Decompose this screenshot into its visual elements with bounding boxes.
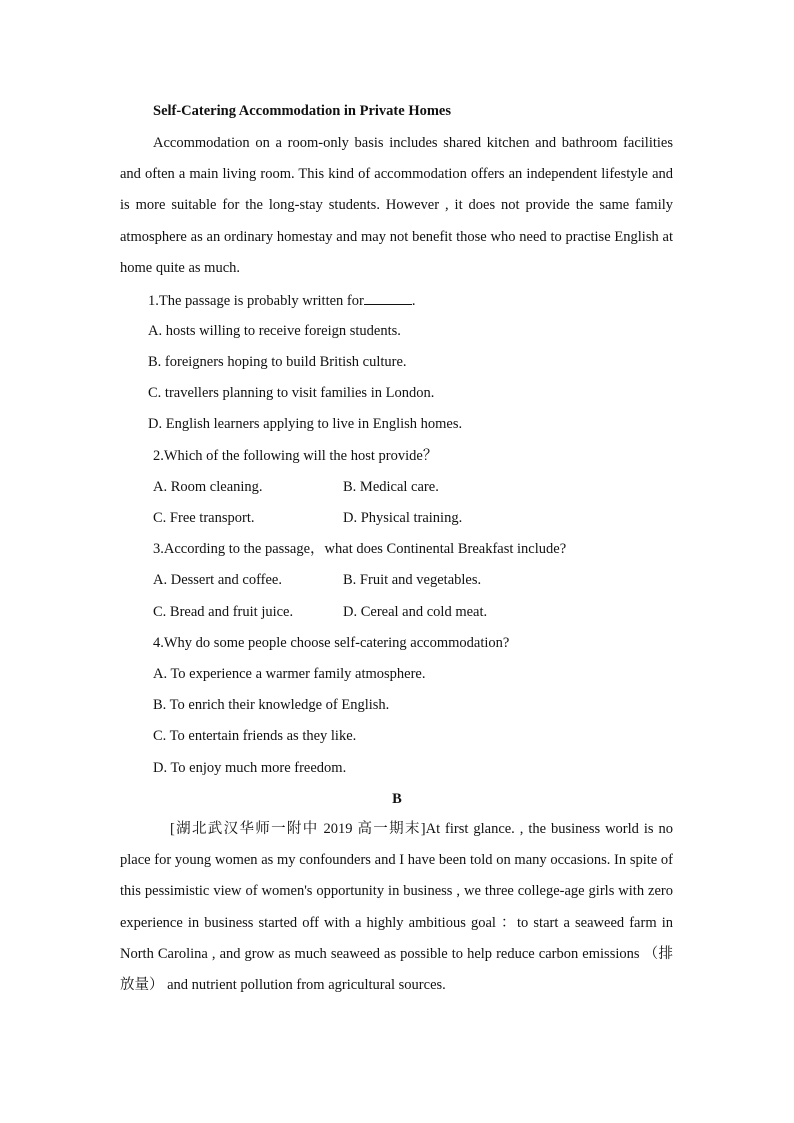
question-1 [148, 291, 415, 310]
question-1-stem-suffix: . [411, 293, 416, 309]
question-3-option-a: A. Dessert and coffee. [153, 572, 282, 588]
question-4-option-d: D. To enjoy much more freedom. [153, 760, 347, 776]
question-1-stem: 1.The passage is probably written for [148, 293, 364, 309]
question-2-option-d: D. Physical training. [343, 510, 463, 526]
question-4-option-a: A. To experience a warmer family atmosphere. [153, 666, 426, 682]
passage-title: Self-Catering Accommodation in Private Homes [153, 103, 452, 119]
question-2-option-b: B. Medical care. [343, 479, 439, 495]
question-4-option-b: B. To enrich their knowledge of English. [153, 697, 390, 713]
question-3-option-c: C. Bread and fruit juice. [153, 604, 294, 620]
question-1-option-d: D. English learners applying to live in English homes. [148, 416, 463, 432]
passage-a-paragraph [120, 128, 673, 284]
question-2-stem: 2.Which of the following will the host provide？ [153, 448, 438, 464]
question-3-stem: 3.According to the passage，what does Continental Breakfast include? [153, 541, 567, 557]
question-1-option-b: B. foreigners hoping to build British culture. [148, 354, 407, 370]
question-4-stem: 4.Why do some people choose self-catering accommodation? [153, 635, 510, 651]
question-4-option-c: C. To entertain friends as they like. [153, 728, 357, 744]
question-2-option-a: A. Room cleaning. [153, 479, 263, 495]
passage-b-paragraph [120, 814, 673, 1001]
question-1-option-a: A. hosts willing to receive foreign students. [148, 323, 401, 339]
section-heading-b: B [392, 791, 402, 807]
question-2-option-c: C. Free transport. [153, 510, 255, 526]
question-3-option-b: B. Fruit and vegetables. [343, 572, 482, 588]
question-3-option-d: D. Cereal and cold meat. [343, 604, 488, 620]
passage-a-text: Accommodation on a room-only basis includes shared kitchen and bathroom facilities and often a main living room. This kind of accommodation offers an independent lifestyle and is more suitable for the long-stay students. However , it does not provide the same family atmosphere as an ordinary homestay and may not benefit those who need to practise English at home quite as much. [120, 135, 673, 276]
answer-blank [364, 291, 412, 305]
question-1-option-c: C. travellers planning to visit families in London. [148, 385, 435, 401]
passage-b-text: [湖北武汉华师一附中 2019 高一期末]At first glance. , the business world is no place for young women as my confounders and I have been told on many occasions. In spite of this pessimistic view of women's opportunity in business , we three college-age girls with zero experience in business started off with a highly ambitious goal ：to start a seaweed farm in North Carolina , and grow as much seaweed as possible to help reduce carbon emissions （排放量） and nutrient pollution from agricultural sources. [120, 821, 673, 994]
